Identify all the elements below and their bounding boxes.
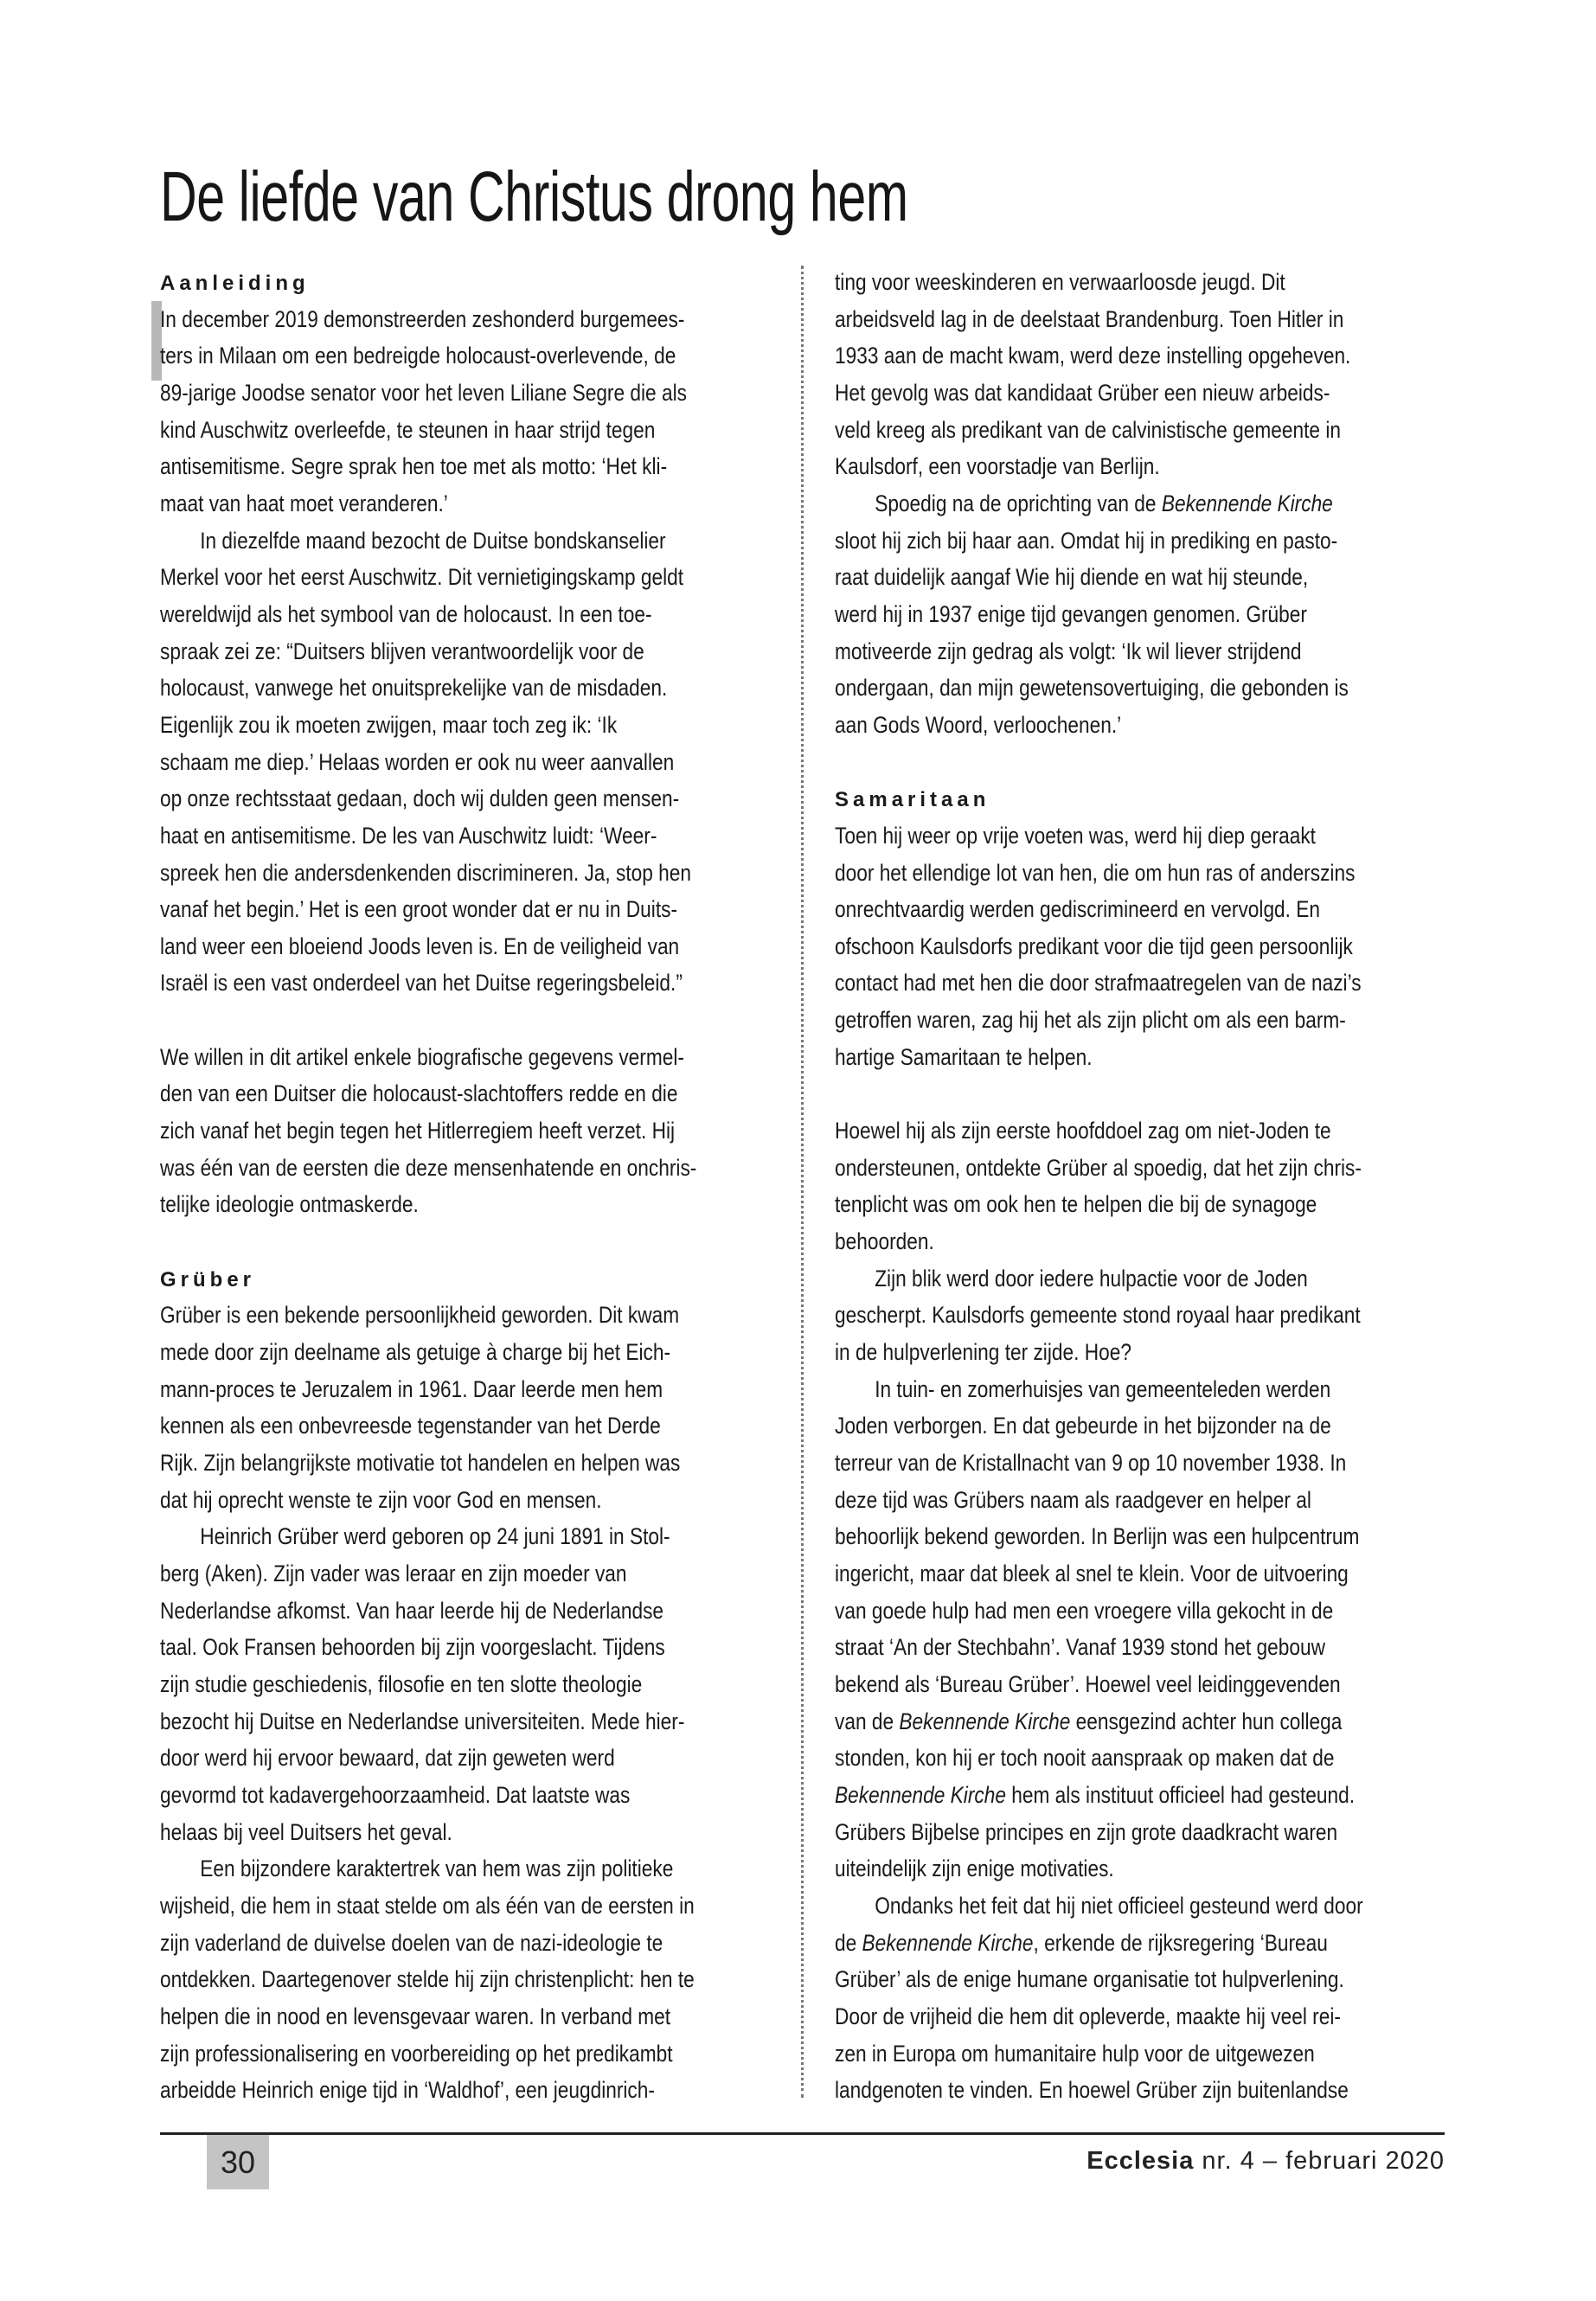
line-text: stonden, kon hij er toch nooit aanspraak op maken dat de bbox=[835, 1745, 1335, 1772]
line-text: behoorlijk bekend geworden. In Berlijn was een hulpcentrum bbox=[835, 1523, 1360, 1550]
line-text: door het ellendige lot van hen, die om hun ras of anderszins bbox=[835, 859, 1356, 886]
line-text: op onze rechtsstaat gedaan, doch wij dulden geen mensen- bbox=[160, 785, 680, 812]
text-line bbox=[835, 596, 1440, 633]
text-segment: hem als instituut officieel had gesteund. bbox=[1005, 1781, 1356, 1808]
text-line bbox=[160, 559, 766, 596]
text-line bbox=[835, 1260, 1440, 1298]
text-line bbox=[835, 448, 1440, 485]
line-text: In december 2019 demonstreerden zeshonderd burgemees- bbox=[160, 305, 685, 332]
line-text: ters in Milaan om een bedreigde holocaust-overlevende, de bbox=[160, 343, 676, 369]
line-text: Samaritaan bbox=[835, 788, 990, 812]
line-text: arbeidsveld lag in de deelstaat Brandenburg. Toen Hitler in bbox=[835, 305, 1344, 332]
line-text: bekend als ‘Bureau Grüber’. Hoewel veel leidinggevenden bbox=[835, 1670, 1341, 1697]
right-column bbox=[835, 264, 1440, 2109]
text-line bbox=[160, 1297, 766, 1334]
text-line bbox=[835, 1888, 1440, 1925]
line-text: werd hij in 1937 enige tijd gevangen genomen. Grüber bbox=[835, 600, 1307, 627]
text-line bbox=[160, 1740, 766, 1777]
italic-text: Bekennende Kirche bbox=[835, 1781, 1006, 1808]
text-line bbox=[160, 412, 766, 449]
text-line bbox=[160, 1075, 766, 1112]
footer-publication bbox=[1086, 2147, 1445, 2176]
text-line bbox=[835, 707, 1440, 744]
line-text: 1933 aan de macht kwam, werd deze instelling opgeheven. bbox=[835, 343, 1351, 369]
text-line bbox=[835, 1112, 1440, 1150]
line-text: Hoewel hij als zijn eerste hoofddoel zag om niet-Joden te bbox=[835, 1118, 1331, 1144]
line-text: Rijk. Zijn belangrijkste motivatie tot handelen en helpen was bbox=[160, 1450, 681, 1476]
text-segment: eensgezind achter hun collega bbox=[1070, 1708, 1343, 1734]
text-line bbox=[160, 1850, 766, 1888]
line-text: spreek hen die andersdenkenden discrimineren. Ja, stop hen bbox=[160, 859, 692, 886]
line-text: in de hulpverlening ter zijde. Hoe? bbox=[835, 1339, 1131, 1366]
text-line bbox=[835, 1850, 1440, 1888]
text-line bbox=[835, 928, 1440, 965]
line-text: ondersteunen, ontdekte Grüber al spoedig, dat het zijn chris- bbox=[835, 1154, 1362, 1181]
line-text: Nederlandse afkomst. Van haar leerde hij de Nederlandse bbox=[160, 1597, 664, 1624]
text-line bbox=[835, 1002, 1440, 1039]
footer-rule bbox=[160, 2132, 1445, 2135]
text-line bbox=[835, 1666, 1440, 1703]
text-line bbox=[835, 301, 1440, 338]
line-text: berg (Aken). Zijn vader was leraar en zijn moeder van bbox=[160, 1560, 627, 1586]
blank-line bbox=[160, 1002, 766, 1039]
text-line bbox=[160, 1666, 766, 1703]
text-line bbox=[160, 2035, 766, 2073]
line-text: getroffen waren, zag hij het als zijn plicht om als een barm- bbox=[835, 1007, 1346, 1034]
text-line bbox=[160, 375, 766, 412]
text-line bbox=[160, 707, 766, 744]
line-text: helaas bij veel Duitsers het geval. bbox=[160, 1818, 452, 1845]
issue-info: nr. 4 – februari 2020 bbox=[1194, 2147, 1445, 2175]
text-line bbox=[160, 817, 766, 855]
text-line bbox=[835, 1777, 1440, 1814]
text-line bbox=[835, 670, 1440, 707]
left-column bbox=[160, 264, 766, 2109]
line-text: ting voor weeskinderen en verwaarloosde jeugd. Dit bbox=[835, 269, 1285, 295]
line-text: veld kreeg als predikant van de calvinistische gemeente in bbox=[835, 416, 1341, 443]
section-heading bbox=[160, 1260, 766, 1298]
text-line bbox=[160, 485, 766, 522]
text-line bbox=[835, 1371, 1440, 1408]
line-text bbox=[835, 1703, 1342, 1740]
text-line bbox=[160, 1888, 766, 1925]
line-text: hartige Samaritaan te helpen. bbox=[835, 1043, 1093, 1070]
line-text: arbeidde Heinrich enige tijd in ‘Waldhof’, een jeugdinrich- bbox=[160, 2077, 655, 2104]
section-heading bbox=[160, 264, 766, 301]
text-line bbox=[160, 891, 766, 928]
line-text: tenplicht was om ook hen te helpen die bij de synagoge bbox=[835, 1191, 1317, 1218]
text-segment: , erkende de rijksregering ‘Bureau bbox=[1033, 1929, 1328, 1956]
line-text: helpen die in nood en levensgevaar waren. In verband met bbox=[160, 2003, 671, 2029]
text-line bbox=[160, 1555, 766, 1593]
text-segment: de bbox=[835, 1929, 862, 1956]
line-text: Kaulsdorf, een voorstadje van Berlijn. bbox=[835, 453, 1160, 480]
line-text: Grübers Bijbelse principes en zijn grote daadkracht waren bbox=[835, 1818, 1338, 1845]
text-line bbox=[160, 1814, 766, 1851]
line-text: zijn vaderland de duivelse doelen van de nazi-ideologie te bbox=[160, 1929, 663, 1956]
text-line bbox=[835, 375, 1440, 412]
line-text: landgenoten te vinden. En hoewel Grüber zijn buitenlandse bbox=[835, 2077, 1349, 2104]
line-text: In tuin- en zomerhuisjes van gemeenteleden werden bbox=[875, 1375, 1331, 1402]
line-text: onrechtvaardig werden gediscrimineerd en vervolgd. En bbox=[835, 896, 1321, 923]
column-divider bbox=[801, 266, 804, 2098]
line-text bbox=[835, 1925, 1328, 1962]
text-line bbox=[835, 1740, 1440, 1777]
line-text: den van een Duitser die holocaust-slachtoffers redde en die bbox=[160, 1080, 678, 1107]
text-line bbox=[160, 1629, 766, 1666]
text-line bbox=[835, 1297, 1440, 1334]
text-line bbox=[835, 1629, 1440, 1666]
line-text: uiteindelijk zijn enige motivaties. bbox=[835, 1856, 1114, 1882]
text-line bbox=[835, 485, 1440, 522]
text-line bbox=[160, 2072, 766, 2109]
blank-line bbox=[160, 1223, 766, 1260]
line-text: haat en antisemitisme. De les van Auschwitz luidt: ‘Weer- bbox=[160, 822, 657, 849]
line-text: In diezelfde maand bezocht de Duitse bondskanselier bbox=[200, 527, 666, 554]
text-line bbox=[160, 1593, 766, 1630]
text-line bbox=[160, 744, 766, 781]
text-line bbox=[160, 1482, 766, 1519]
line-text: We willen in dit artikel enkele biografische gegevens vermel- bbox=[160, 1043, 684, 1070]
line-text: wijsheid, die hem in staat stelde om als één van de eersten in bbox=[160, 1892, 695, 1919]
line-text: kind Auschwitz overleefde, te steunen in haar strijd tegen bbox=[160, 416, 656, 443]
text-line bbox=[160, 1407, 766, 1445]
text-line bbox=[835, 1186, 1440, 1223]
text-line bbox=[835, 1961, 1440, 1998]
line-text: ontdekken. Daartegenover stelde hij zijn christenplicht: hen te bbox=[160, 1966, 695, 1993]
line-text: Eigenlijk zou ik moeten zwijgen, maar toch zeg ik: ‘Ik bbox=[160, 711, 618, 738]
line-text: Aanleiding bbox=[160, 272, 310, 295]
line-text: Grüber’ als de enige humane organisatie tot hulpverlening. bbox=[835, 1966, 1344, 1993]
text-line bbox=[835, 1925, 1440, 1962]
line-text: Zijn blik werd door iedere hulpactie voor de Joden bbox=[875, 1265, 1308, 1292]
line-text: straat ‘An der Stechbahn’. Vanaf 1939 stond het gebouw bbox=[835, 1634, 1325, 1661]
text-line bbox=[835, 965, 1440, 1002]
text-line bbox=[835, 1150, 1440, 1187]
italic-text: Bekennende Kirche bbox=[899, 1708, 1071, 1734]
line-text: wereldwijd als het symbool van de holocaust. In een toe- bbox=[160, 600, 652, 627]
italic-text: Bekennende Kirche bbox=[1161, 490, 1333, 516]
line-text: van goede hulp had men een vroegere villa gekocht in de bbox=[835, 1597, 1334, 1624]
line-text: holocaust, vanwege het onuitsprekelijke van de misdaden. bbox=[160, 675, 668, 702]
text-line bbox=[835, 1703, 1440, 1740]
line-text: 89-jarige Joodse senator voor het leven Liliane Segre die als bbox=[160, 379, 687, 406]
text-line bbox=[160, 1112, 766, 1150]
page-number: 30 bbox=[207, 2135, 269, 2189]
text-line bbox=[160, 1150, 766, 1187]
text-line bbox=[835, 855, 1440, 892]
line-text: behoorden. bbox=[835, 1228, 934, 1255]
line-text: bezocht hij Duitse en Nederlandse universiteiten. Mede hier- bbox=[160, 1708, 685, 1734]
text-line bbox=[160, 522, 766, 560]
text-line bbox=[835, 1998, 1440, 2035]
article-title: De liefde van Christus drong hem bbox=[160, 157, 908, 236]
text-line bbox=[835, 1223, 1440, 1260]
text-line bbox=[160, 928, 766, 965]
text-line bbox=[160, 448, 766, 485]
text-line bbox=[160, 1334, 766, 1371]
text-line bbox=[160, 1925, 766, 1962]
line-text: zijn professionalisering en voorbereiding op het predikambt bbox=[160, 2040, 673, 2067]
line-text: vanaf het begin.’ Het is een groot wonder dat er nu in Duits- bbox=[160, 896, 678, 923]
line-text: zich vanaf het begin tegen het Hitlerregiem heeft verzet. Hij bbox=[160, 1118, 676, 1144]
line-text bbox=[835, 1777, 1355, 1814]
line-text bbox=[835, 485, 1333, 522]
line-text: deze tijd was Grübers naam als raadgever en helper al bbox=[835, 1486, 1311, 1513]
line-text: dat hij oprecht wenste te zijn voor God en mensen. bbox=[160, 1486, 602, 1513]
blank-line bbox=[835, 1075, 1440, 1112]
text-segment: Spoedig na de oprichting van de bbox=[875, 490, 1162, 516]
blank-line bbox=[835, 744, 1440, 781]
line-text: schaam me diep.’ Helaas worden er ook nu weer aanvallen bbox=[160, 748, 675, 775]
text-line bbox=[160, 1998, 766, 2035]
text-line bbox=[835, 1518, 1440, 1555]
text-line bbox=[835, 891, 1440, 928]
line-text: Merkel voor het eerst Auschwitz. Dit vernietigingskamp geldt bbox=[160, 564, 684, 591]
text-line bbox=[160, 1445, 766, 1482]
text-line bbox=[160, 670, 766, 707]
text-line bbox=[835, 264, 1440, 301]
line-text: mede door zijn deelname als getuige à charge bij het Eich- bbox=[160, 1339, 671, 1366]
text-line bbox=[160, 1961, 766, 1998]
text-line bbox=[835, 817, 1440, 855]
line-text: Grüber bbox=[160, 1267, 256, 1292]
line-text: aan Gods Woord, verloochenen.’ bbox=[835, 711, 1122, 738]
text-line bbox=[835, 1039, 1440, 1076]
text-line bbox=[835, 1482, 1440, 1519]
text-line bbox=[835, 522, 1440, 560]
line-text: ofschoon Kaulsdorfs predikant voor die tijd geen persoonlijk bbox=[835, 933, 1353, 959]
line-text: Joden verborgen. En dat gebeurde in het bijzonder na de bbox=[835, 1413, 1331, 1439]
text-line bbox=[835, 337, 1440, 375]
text-line bbox=[835, 559, 1440, 596]
magazine-name: Ecclesia bbox=[1086, 2147, 1195, 2175]
line-text: sloot hij zich bij haar aan. Omdat hij in prediking en pasto- bbox=[835, 527, 1338, 554]
text-line bbox=[835, 1555, 1440, 1593]
line-text: gescherpt. Kaulsdorfs gemeente stond royaal haar predikant bbox=[835, 1302, 1361, 1329]
text-line bbox=[835, 412, 1440, 449]
text-line bbox=[160, 301, 766, 338]
line-text: spraak zei ze: “Duitsers blijven verantwoordelijk voor de bbox=[160, 638, 644, 664]
text-line bbox=[160, 965, 766, 1002]
line-text: motiveerde zijn gedrag als volgt: ‘Ik wil liever strijdend bbox=[835, 638, 1302, 664]
line-text: zijn studie geschiedenis, filosofie en ten slotte theologie bbox=[160, 1670, 643, 1697]
line-text: Ondanks het feit dat hij niet officieel gesteund werd door bbox=[875, 1892, 1363, 1919]
line-text: kennen als een onbevreesde tegenstander van het Derde bbox=[160, 1413, 661, 1439]
line-text: Een bijzondere karaktertrek van hem was zijn politieke bbox=[200, 1856, 674, 1882]
line-text: taal. Ook Fransen behoorden bij zijn voorgeslacht. Tijdens bbox=[160, 1634, 665, 1661]
line-text: mann-proces te Jeruzalem in 1961. Daar leerde men hem bbox=[160, 1375, 663, 1402]
italic-text: Bekennende Kirche bbox=[862, 1929, 1034, 1956]
line-text: Israël is een vast onderdeel van het Duitse regeringsbeleid.” bbox=[160, 970, 683, 997]
line-text: terreur van de Kristallnacht van 9 op 10 november 1938. In bbox=[835, 1450, 1347, 1476]
line-text: Grüber is een bekende persoonlijkheid geworden. Dit kwam bbox=[160, 1302, 680, 1329]
text-line bbox=[835, 1445, 1440, 1482]
line-text: ingericht, maar dat bleek al snel te klein. Voor de uitvoering bbox=[835, 1560, 1349, 1586]
line-text: Toen hij weer op vrije voeten was, werd hij diep geraakt bbox=[835, 822, 1316, 849]
line-text: ondergaan, dan mijn gewetensovertuiging, die gebonden is bbox=[835, 675, 1349, 702]
text-line bbox=[160, 1039, 766, 1076]
text-segment: van de bbox=[835, 1708, 900, 1734]
text-line bbox=[835, 1334, 1440, 1371]
text-line bbox=[835, 1814, 1440, 1851]
line-text: raat duidelijk aangaf Wie hij diende en wat hij steunde, bbox=[835, 564, 1309, 591]
line-text: Door de vrijheid die hem dit opleverde, maakte hij veel rei- bbox=[835, 2003, 1341, 2029]
text-line bbox=[160, 780, 766, 817]
line-text: antisemitisme. Segre sprak hen toe met als motto: ‘Het kli- bbox=[160, 453, 668, 480]
text-line bbox=[160, 1777, 766, 1814]
section-heading bbox=[835, 780, 1440, 817]
line-text: zen in Europa om humanitaire hulp voor de uitgewezen bbox=[835, 2040, 1315, 2067]
line-text: Heinrich Grüber werd geboren op 24 juni 1891 in Stol- bbox=[200, 1523, 670, 1550]
line-text: land weer een bloeiend Joods leven is. En de veiligheid van bbox=[160, 933, 680, 959]
text-line bbox=[160, 1371, 766, 1408]
text-line bbox=[160, 633, 766, 670]
line-text: telijke ideologie ontmaskerde. bbox=[160, 1191, 419, 1218]
text-line bbox=[160, 596, 766, 633]
text-line bbox=[160, 337, 766, 375]
text-line bbox=[835, 2035, 1440, 2073]
line-text: maat van haat moet veranderen.’ bbox=[160, 490, 448, 516]
text-line bbox=[160, 1186, 766, 1223]
text-line bbox=[835, 2072, 1440, 2109]
line-text: gevormd tot kadavergehoorzaamheid. Dat laatste was bbox=[160, 1781, 631, 1808]
line-text: contact had met hen die door strafmaatregelen van de nazi’s bbox=[835, 970, 1362, 997]
text-line bbox=[160, 1703, 766, 1740]
text-line bbox=[835, 633, 1440, 670]
text-line bbox=[835, 1593, 1440, 1630]
line-text: door werd hij ervoor bewaard, dat zijn geweten werd bbox=[160, 1745, 615, 1772]
text-line bbox=[835, 1407, 1440, 1445]
line-text: Het gevolg was dat kandidaat Grüber een nieuw arbeids- bbox=[835, 379, 1330, 406]
text-line bbox=[160, 1518, 766, 1555]
text-line bbox=[160, 855, 766, 892]
line-text: was één van de eersten die deze mensenhatende en onchris- bbox=[160, 1154, 697, 1181]
